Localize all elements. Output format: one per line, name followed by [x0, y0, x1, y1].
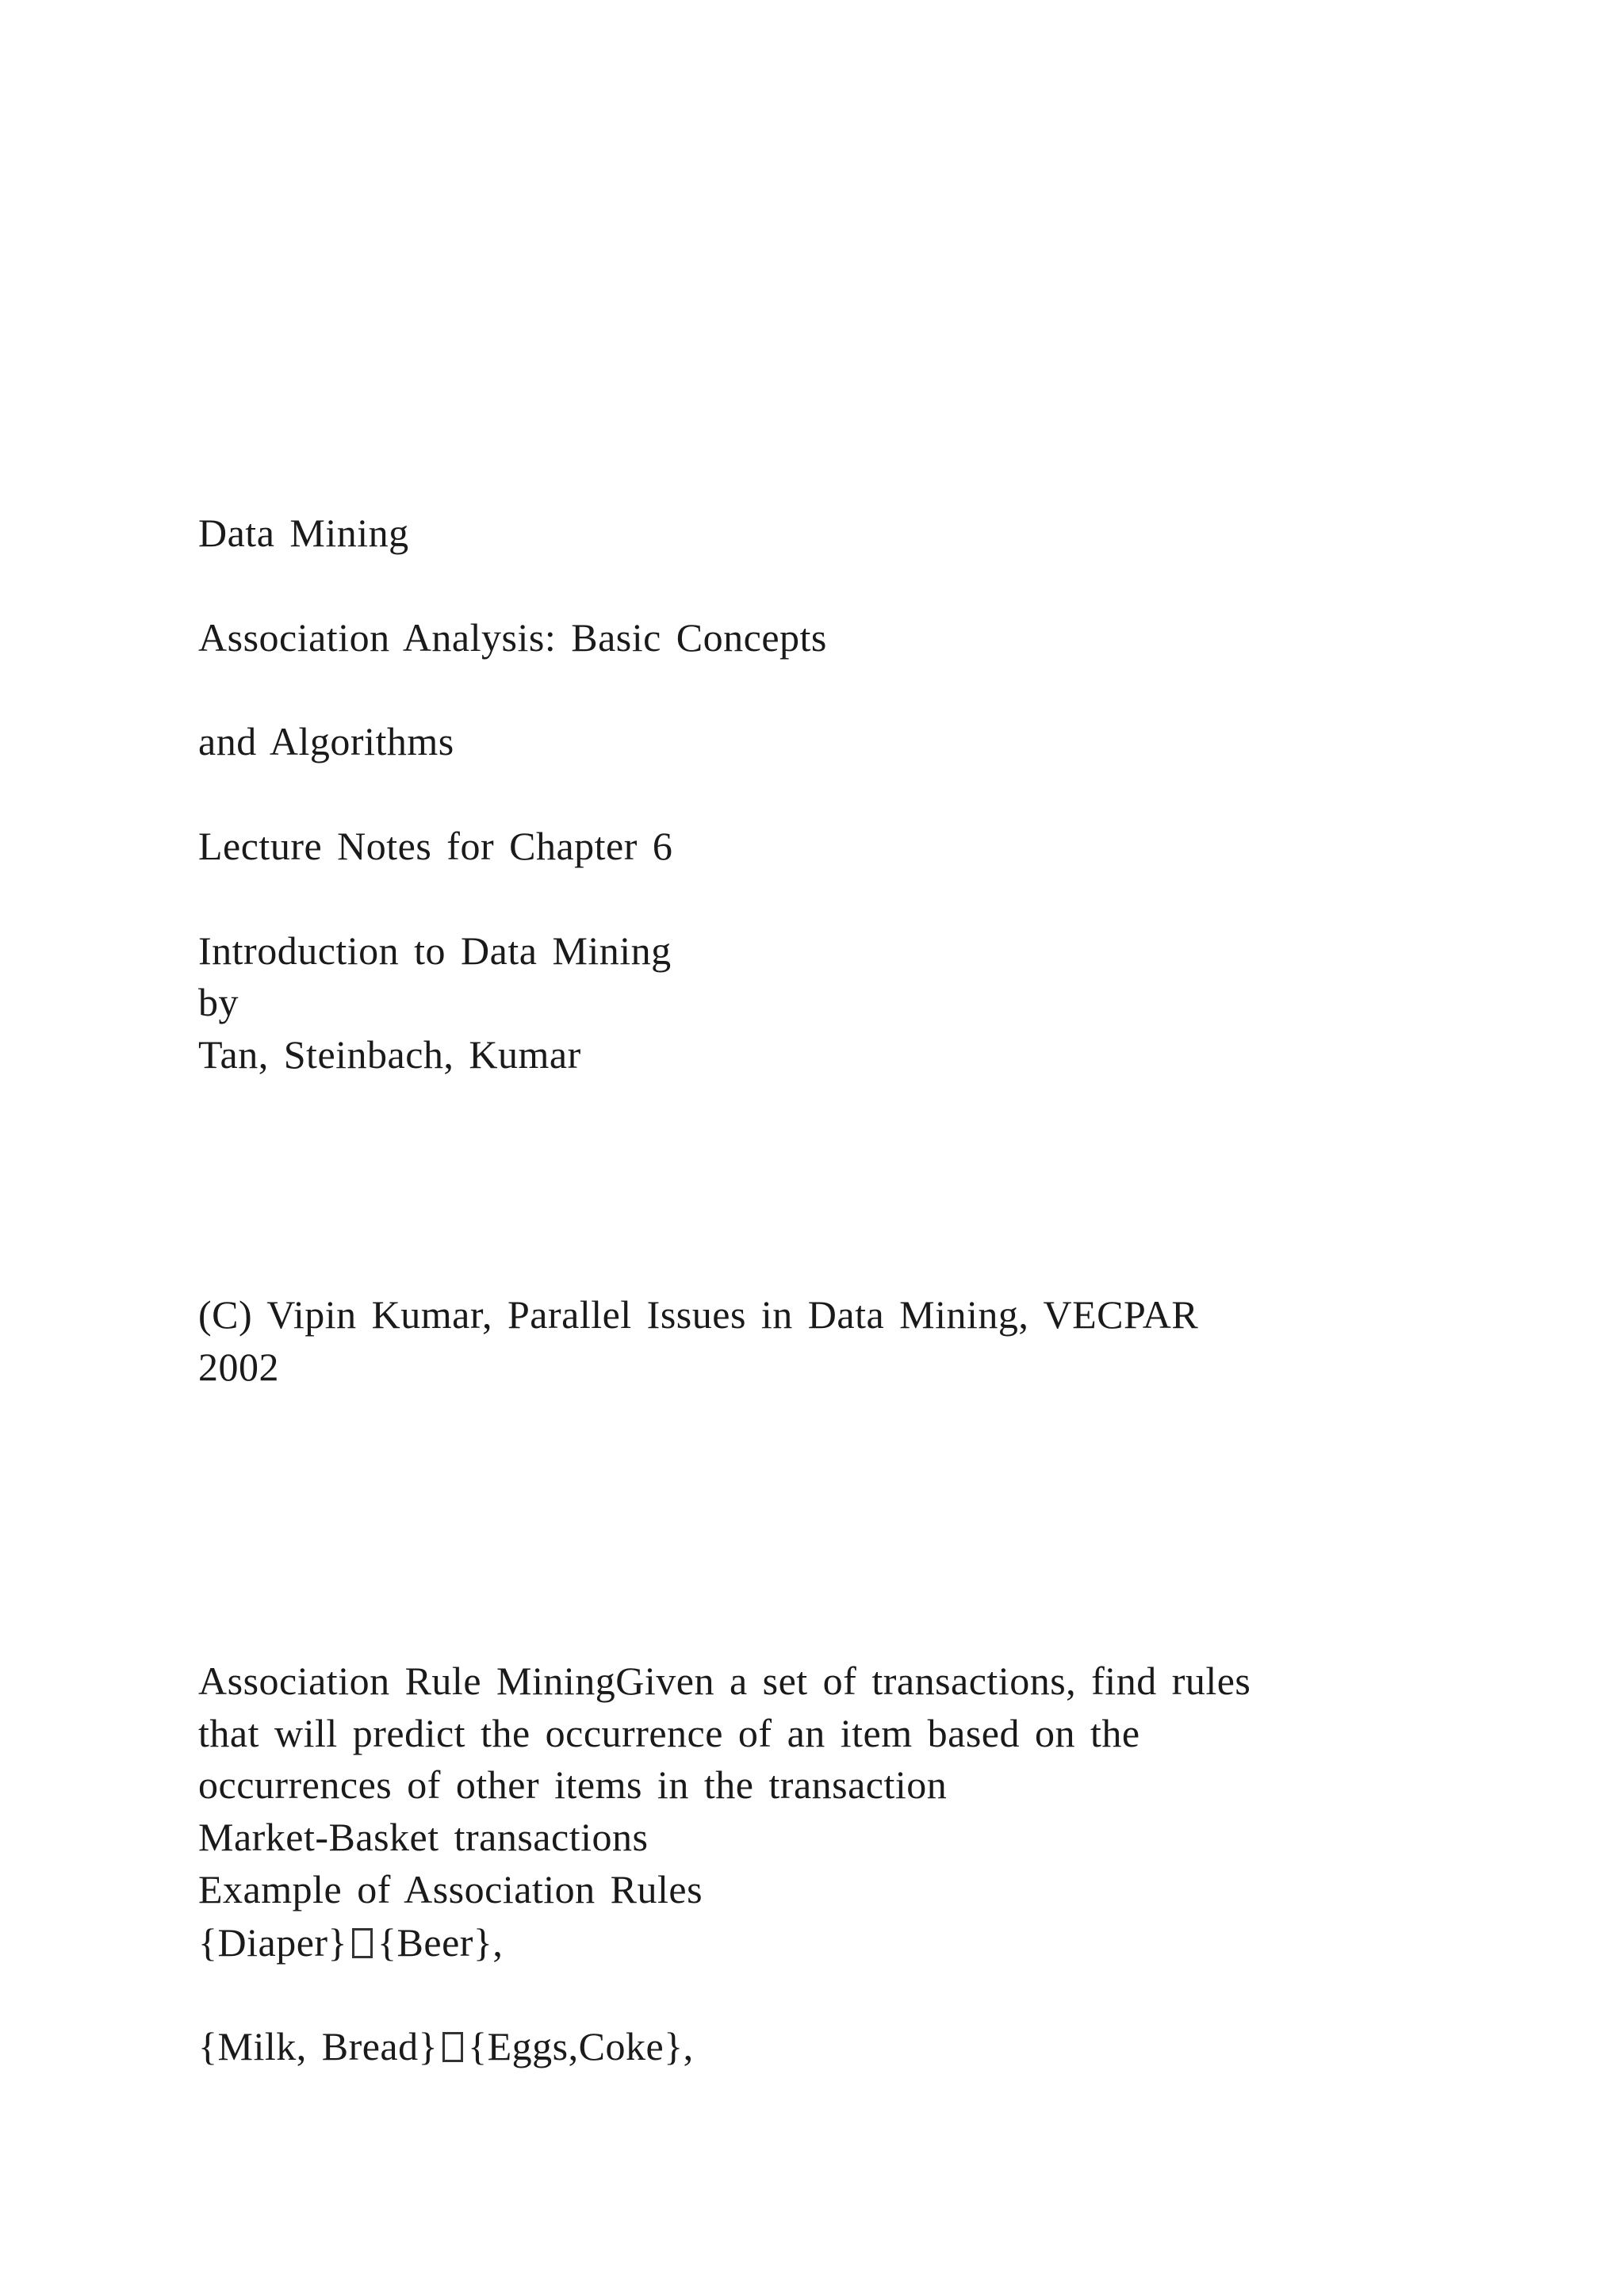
- copyright-line-2: 2002: [198, 1345, 279, 1389]
- doc-title: Data Mining: [198, 511, 409, 555]
- copyright-line-1: (C) Vipin Kumar, Parallel Issues in Data Mining, VECPAR: [198, 1292, 1199, 1337]
- book-title: Introduction to Data Mining: [198, 928, 672, 973]
- body-line-2: that will predict the occurrence of an item based on the: [198, 1711, 1140, 1755]
- by-label: by: [198, 980, 239, 1024]
- rule-1-antecedent: {Diaper}: [198, 1920, 348, 1965]
- body-line-1: Association Rule MiningGiven a set of transactions, find rules: [198, 1659, 1251, 1703]
- lecture-notes-label: Lecture Notes for Chapter 6: [198, 824, 673, 868]
- missing-glyph-arrow-icon: [442, 2032, 463, 2062]
- rule-2-antecedent: {Milk, Bread}: [198, 2024, 439, 2068]
- body-line-5: Example of Association Rules: [198, 1867, 703, 1911]
- authors: Tan, Steinbach, Kumar: [198, 1032, 581, 1077]
- association-rule-1: [198, 1917, 503, 1969]
- association-rule-2: [198, 2021, 694, 2072]
- body-line-4: Market-Basket transactions: [198, 1815, 649, 1859]
- doc-subtitle-line-1: Association Analysis: Basic Concepts: [198, 615, 827, 660]
- body-line-3: occurrences of other items in the transaction: [198, 1762, 948, 1807]
- rule-2-consequent: {Eggs,Coke},: [468, 2024, 694, 2068]
- missing-glyph-arrow-icon: [352, 1928, 373, 1958]
- doc-subtitle-line-2: and Algorithms: [198, 719, 454, 763]
- rule-1-consequent: {Beer},: [377, 1920, 504, 1965]
